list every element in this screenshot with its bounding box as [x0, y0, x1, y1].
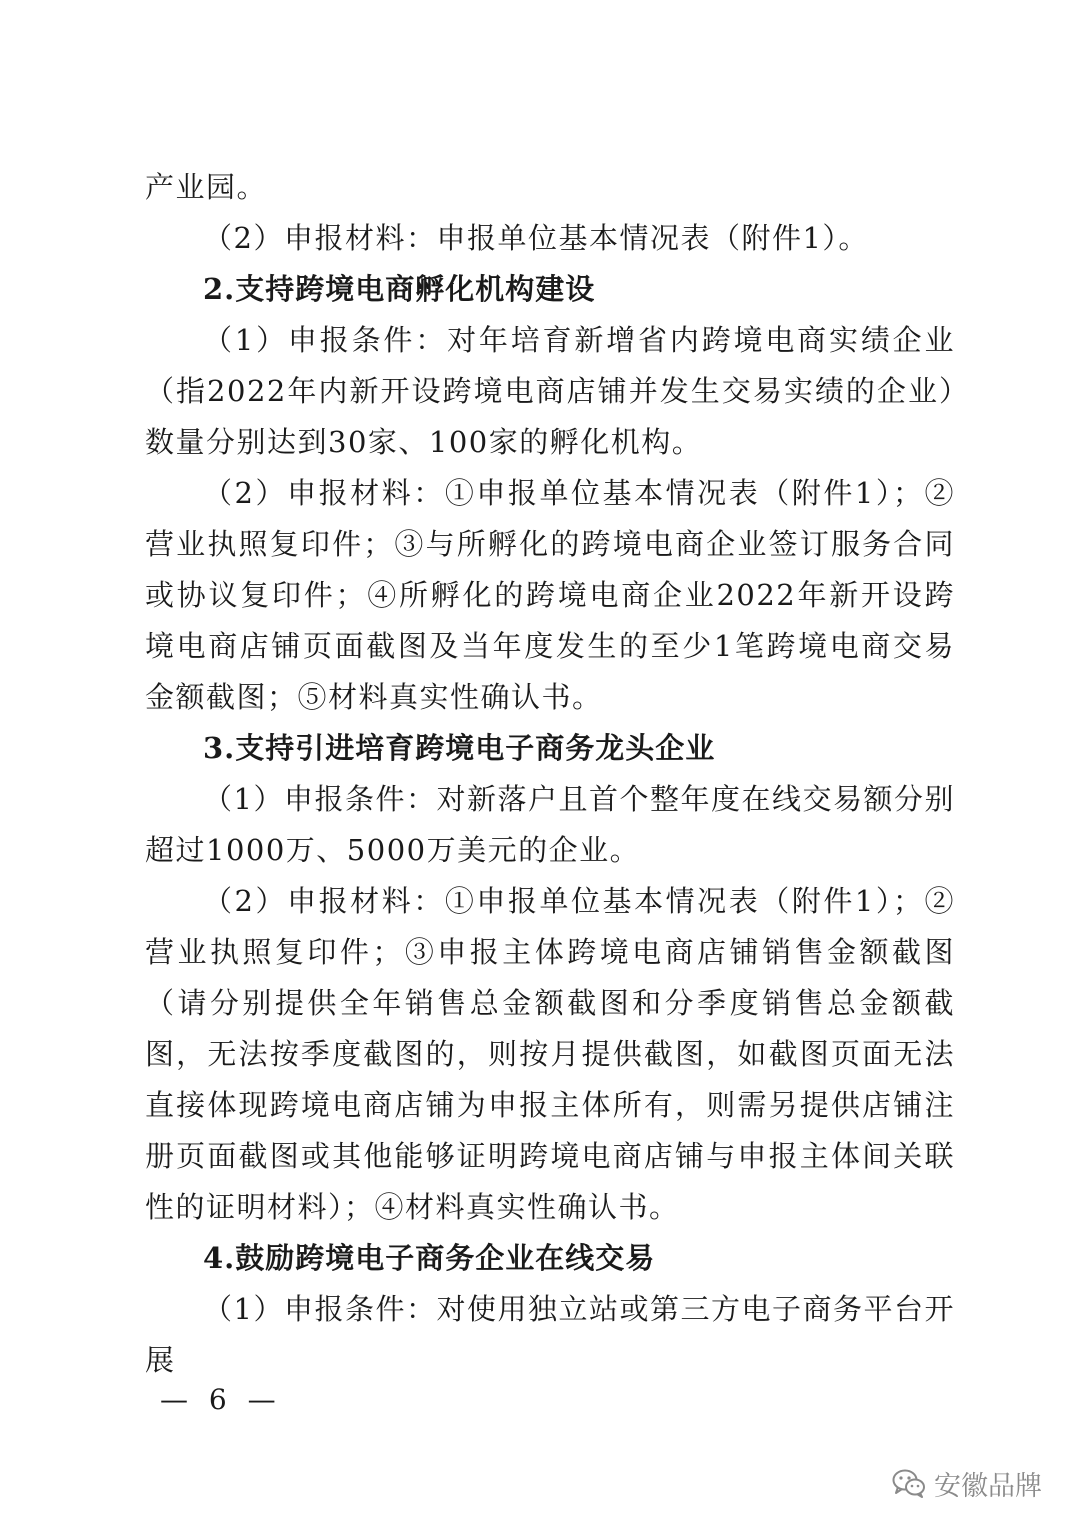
- section-heading-4: 4.鼓励跨境电子商务企业在线交易: [203, 1241, 656, 1275]
- paragraph-materials-3: （2）申报材料：①申报单位基本情况表（附件1）；②营业执照复印件；③申报主体跨境电商店铺销售金额截图（请分别提供全年销售总金额截图和分季度销售总金额截图，无法按季度截图的，则按月提供截图，如截图页面无法直接体现跨境电商店铺为申报主体所有，则需另提供店铺注册页面截图或其他能够证明跨境电商店铺与申报主体间关联性的证明材料）；④材料真实性确认书。: [145, 884, 955, 1224]
- paragraph-materials-2: （2）申报材料：①申报单位基本情况表（附件1）；②营业执照复印件；③与所孵化的跨境电商企业签订服务合同或协议复印件；④所孵化的跨境电商企业2022年新开设跨境电商店铺页面截图及当年度发生的至少1笔跨境电商交易金额截图；⑤材料真实性确认书。: [145, 476, 955, 714]
- section-heading-3: 3.支持引进培育跨境电子商务龙头企业: [203, 731, 716, 765]
- wechat-icon: [892, 1468, 926, 1498]
- page-number: — 6 —: [160, 1383, 282, 1416]
- paragraph-conditions-2: （1）申报条件：对年培育新增省内跨境电商实绩企业（指2022年内新开设跨境电商店铺并发生交易实绩的企业）数量分别达到30家、100家的孵化机构。: [145, 323, 955, 459]
- document-body: [145, 162, 955, 1386]
- watermark: [892, 1463, 1042, 1503]
- paragraph-conditions-4: （1）申报条件：对使用独立站或第三方电子商务平台开展: [145, 1292, 955, 1377]
- paragraph-conditions-3: （1）申报条件：对新落户且首个整年度在线交易额分别超过1000万、5000万美元的企业。: [145, 782, 955, 867]
- watermark-text: 安徽品牌: [934, 1470, 1042, 1502]
- paragraph-continuation: 产业园。: [145, 170, 268, 204]
- section-heading-2: 2.支持跨境电商孵化机构建设: [203, 272, 596, 306]
- paragraph-materials-1: （2）申报材料：申报单位基本情况表（附件1）。: [203, 221, 869, 255]
